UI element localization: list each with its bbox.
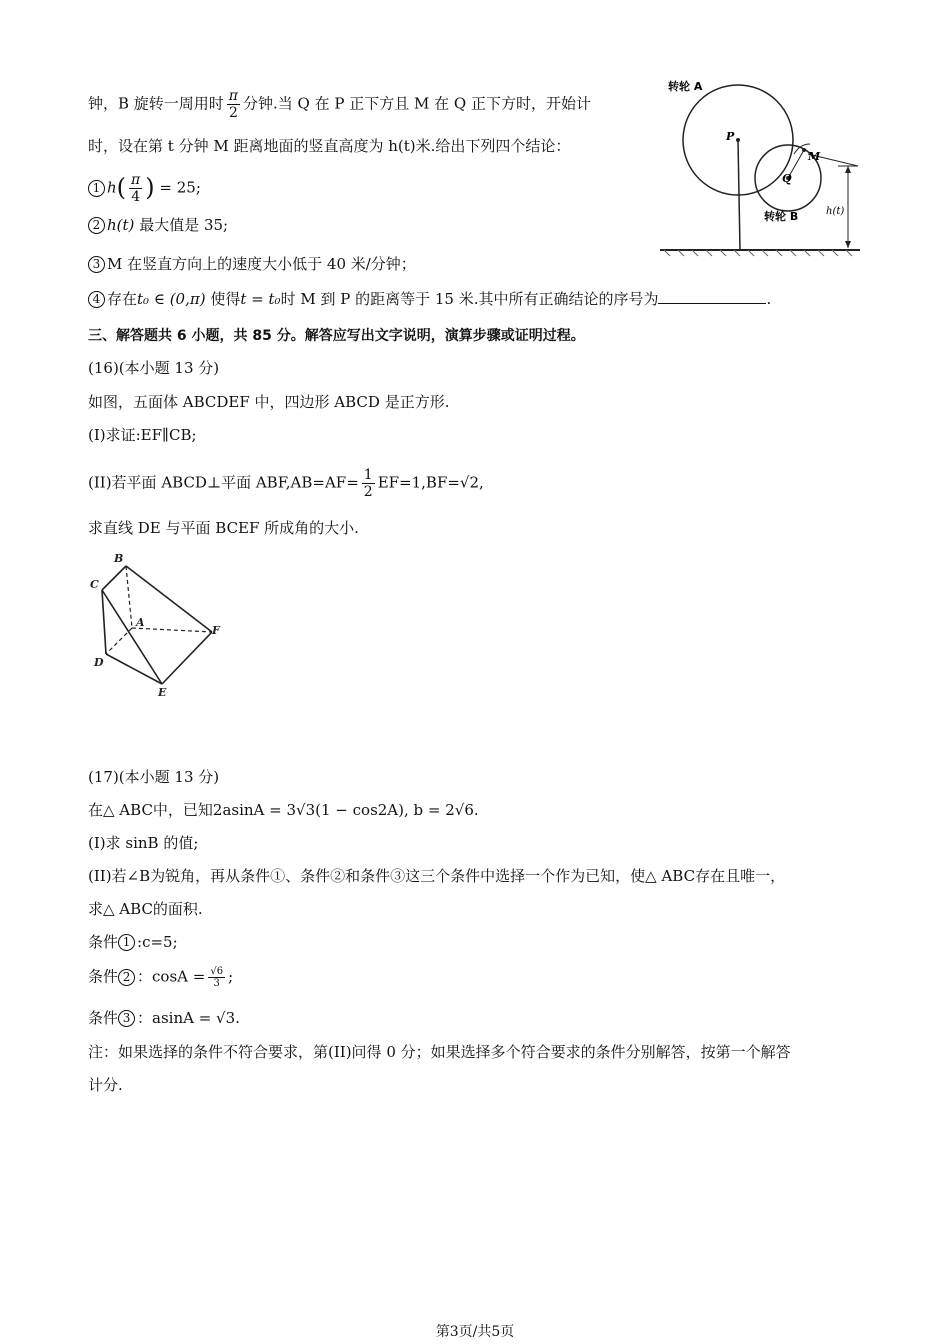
svg-text:转轮 B: 转轮 B: [764, 210, 799, 223]
q15-conclusion-1: 1 h( $\frac{\pi}{4}$ ) = 25;: [88, 172, 201, 205]
svg-text:转轮 A: 转轮 A: [668, 80, 703, 93]
section-3-heading: 三、解答题共 6 小题，共 85 分。解答应写出文字说明，演算步骤或证明过程。: [88, 328, 585, 344]
svg-text:F: F: [212, 624, 220, 637]
q17-note: 注：如果选择的条件不符合要求，第(II)问得 0 分；如果选择多个符合要求的条件分别解答，按第一个解答: [88, 1043, 791, 1061]
q17-part2: (II)若∠B为锐角，再从条件①、条件②和条件③这三个条件中选择一个作为已知，使△ ABC存在且唯一，: [88, 867, 786, 885]
answer-blank: [658, 289, 766, 304]
pentahedron-figure: [88, 550, 228, 698]
q16-part2: (II)若平面 ABCD⊥平面 ABF,AB=AF= $\frac{1}{2}$ EF=1,BF=√2,: [88, 467, 484, 500]
q15-conclusion-3: 3 M 在竖直方向上的速度大小低于 40 米/分钟；: [88, 254, 416, 274]
q15-line1: 钟，B 旋转一周用时 $\frac{\pi}{2}$ 分钟.当 Q 在 P 正下方且 M 在 Q 正下方时，开始计: [88, 88, 591, 121]
sqrt6-over-3-fraction: $\frac{√6}{3}$: [210, 966, 224, 989]
svg-text:P: P: [726, 130, 735, 143]
q15-conclusion-4: 4 存在t₀ ∈ (0,π) 使得t = t₀时 M 到 P 的距离等于 15 米.其中所有正确结论的序号为 .: [88, 289, 771, 309]
svg-text:B: B: [114, 552, 124, 565]
support-pole: [738, 140, 740, 250]
q17-part2-cont: 求△ ABC的面积.: [88, 900, 203, 918]
edge-cb: [102, 566, 126, 590]
svg-text:D: D: [94, 656, 104, 669]
q17-condition-1: 条件 1 :c=5;: [88, 933, 178, 951]
q17-part1: (I)求 sinB 的值;: [88, 834, 199, 852]
q15-line2: 时，设在第 t 分钟 M 距离地面的竖直高度为 h(t)米.给出下列四个结论：: [88, 137, 571, 155]
q17-condition-2: 条件 2 ：cosA = $\frac{√6}{3}$ ;: [88, 966, 234, 989]
edge-fe: [162, 632, 212, 684]
svg-text:C: C: [90, 578, 99, 591]
edge-ba: [126, 566, 132, 628]
edge-cd: [102, 590, 106, 654]
q16-part2-cont: 求直线 DE 与平面 BCEF 所成角的大小.: [88, 519, 359, 537]
q15-conclusion-2: 2 h(t) 最大值是 35;: [88, 215, 228, 235]
svg-text:h(t): h(t): [826, 206, 845, 217]
q17-header: (17)(本小题 13 分): [88, 768, 220, 786]
edge-de: [106, 654, 162, 684]
edge-ce: [102, 590, 162, 684]
wheels-figure: [658, 74, 864, 260]
svg-text:A: A: [136, 616, 145, 629]
page-footer: 第3页/共5页: [435, 1324, 515, 1340]
one-half-fraction: $\frac{1}{2}$: [363, 467, 373, 500]
svg-text:Q: Q: [782, 172, 792, 185]
svg-text:M: M: [808, 150, 821, 163]
pi-over-2-fraction: $\frac{\pi}{2}$: [228, 88, 238, 121]
q17-stem: 在△ ABC中，已知2asinA = 3√3(1 − cos2A), b = 2√6.: [88, 801, 479, 819]
svg-text:E: E: [158, 686, 167, 698]
q16-part1: (I)求证:EF∥CB;: [88, 426, 197, 444]
q16-header: (16)(本小题 13 分): [88, 359, 220, 377]
q17-condition-3: 条件 3 ：asinA = √3.: [88, 1009, 240, 1027]
q17-note-cont: 计分.: [88, 1076, 123, 1094]
q16-stem: 如图，五面体 ABCDEF 中，四边形 ABCD 是正方形.: [88, 393, 450, 411]
